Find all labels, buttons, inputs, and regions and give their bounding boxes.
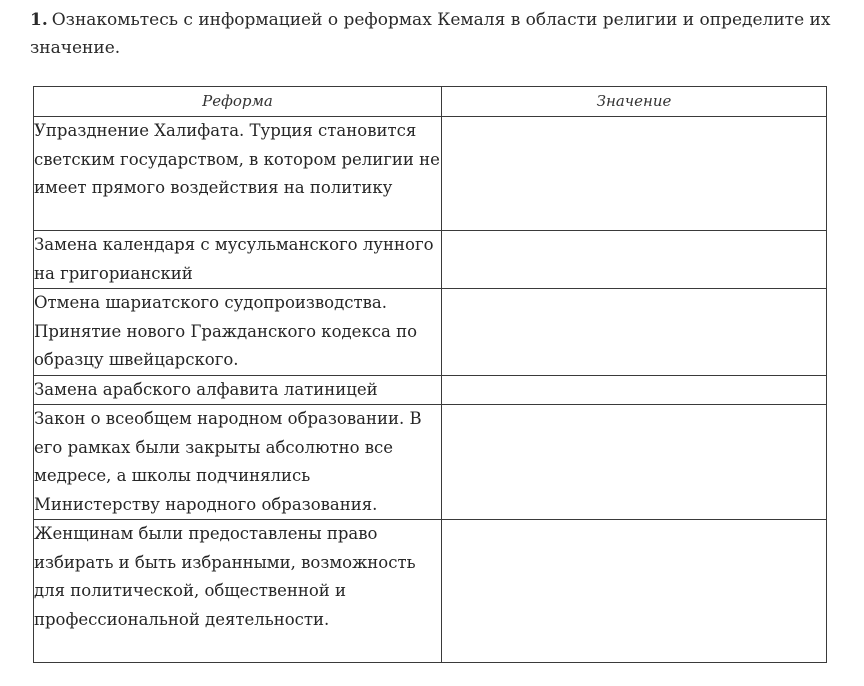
meaning-cell[interactable] — [442, 289, 827, 376]
table-row — [34, 117, 827, 231]
task-instruction — [30, 6, 840, 62]
table-header-row — [34, 87, 827, 117]
meaning-cell[interactable] — [442, 405, 827, 520]
reform-cell: Отмена шариатского судопроизводства. Принятие нового Гражданского кодекса по образцу швейцарского. — [34, 289, 442, 376]
header-meaning: Значение — [442, 87, 827, 117]
reform-cell: Женщинам были предоставлены право избирать и быть избранными, возможность для политической, общественной и профессиональной деятельности. — [34, 520, 442, 663]
meaning-cell[interactable] — [442, 231, 827, 289]
task-text: Ознакомьтесь с информацией о реформах Кемаля в области религии и определите их значение. — [30, 10, 831, 58]
reform-cell: Замена календаря с мусульманского лунного на григорианский — [34, 231, 442, 289]
table-row — [34, 520, 827, 663]
table-row — [34, 405, 827, 520]
meaning-cell[interactable] — [442, 375, 827, 405]
table-row — [34, 375, 827, 405]
reform-cell: Упразднение Халифата. Турция становится светским государством, в котором религии не имеет прямого воздействия на политику — [34, 117, 442, 231]
meaning-cell[interactable] — [442, 117, 827, 231]
header-reform: Реформа — [34, 87, 442, 117]
reforms-table — [33, 86, 827, 663]
table-row — [34, 289, 827, 376]
reform-cell: Закон о всеобщем народном образовании. В его рамках были закрыты абсолютно все медресе, а школы подчинялись Министерству народного образования. — [34, 405, 442, 520]
meaning-cell[interactable] — [442, 520, 827, 663]
reform-cell: Замена арабского алфавита латиницей — [34, 375, 442, 405]
task-number: 1. — [30, 10, 48, 30]
table-row — [34, 231, 827, 289]
